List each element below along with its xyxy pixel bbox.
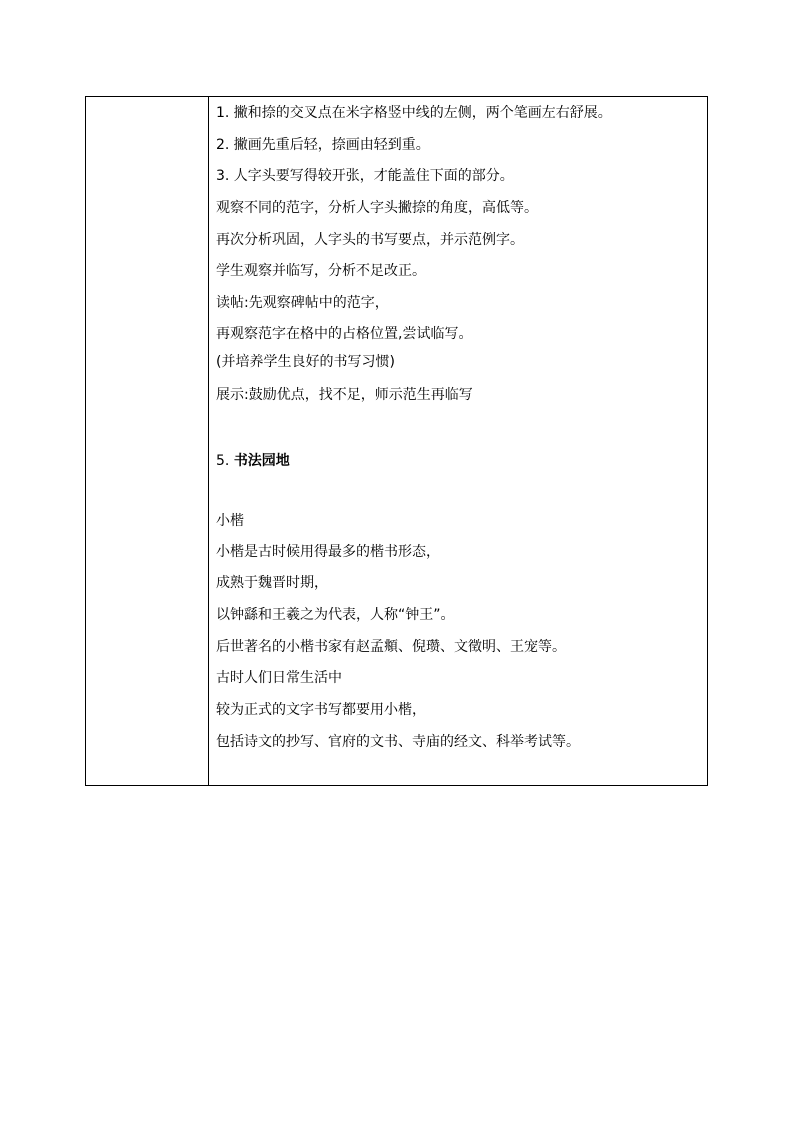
text-line: 再次分析巩固，人字头的书写要点，并示范例字。 [216,232,524,248]
text-line: 古时人们日常生活中 [216,670,342,686]
text-line: 读帖:先观察碑帖中的范字， [216,295,389,311]
text-line: 小楷 [216,513,244,529]
text-line: 以钟繇和王羲之为代表，人称“钟王”。 [216,607,455,623]
text-line: 成熟于魏晋时期， [216,575,328,591]
text-line: 观察不同的范字，分析人字头撇捺的角度，高低等。 [216,200,538,216]
section-heading [216,452,290,470]
text-line: 小楷是古时候用得最多的楷书形态， [216,544,440,560]
text-line: 包括诗文的抄写、官府的文书、寺庙的经文、科举考试等。 [216,734,580,750]
text-line: 较为正式的文字书写都要用小楷， [216,702,426,718]
text-line: 1. 撇和捺的交叉点在米字格竖中线的左侧，两个笔画左右舒展。 [216,105,612,121]
column-divider [208,97,209,785]
text-line: 学生观察并临写，分析不足改正。 [216,263,426,279]
text-line: 3. 人字头要写得较开张，才能盖住下面的部分。 [216,168,514,184]
lesson-content-cell [216,97,703,785]
section-number: 5. [216,453,230,469]
text-line: (并培养学生良好的书写习惯) [216,354,395,370]
section-title: 书法园地 [233,453,290,469]
text-line: 2. 撇画先重后轻，捺画由轻到重。 [216,137,430,153]
text-line: 再观察范字在格中的占格位置,尝试临写。 [216,326,473,342]
text-line: 展示:鼓励优点，找不足，师示范生再临写 [216,387,473,403]
lesson-table [85,96,708,786]
text-line: 后世著名的小楷书家有赵孟頫、倪瓒、文徵明、王宠等。 [216,639,566,655]
